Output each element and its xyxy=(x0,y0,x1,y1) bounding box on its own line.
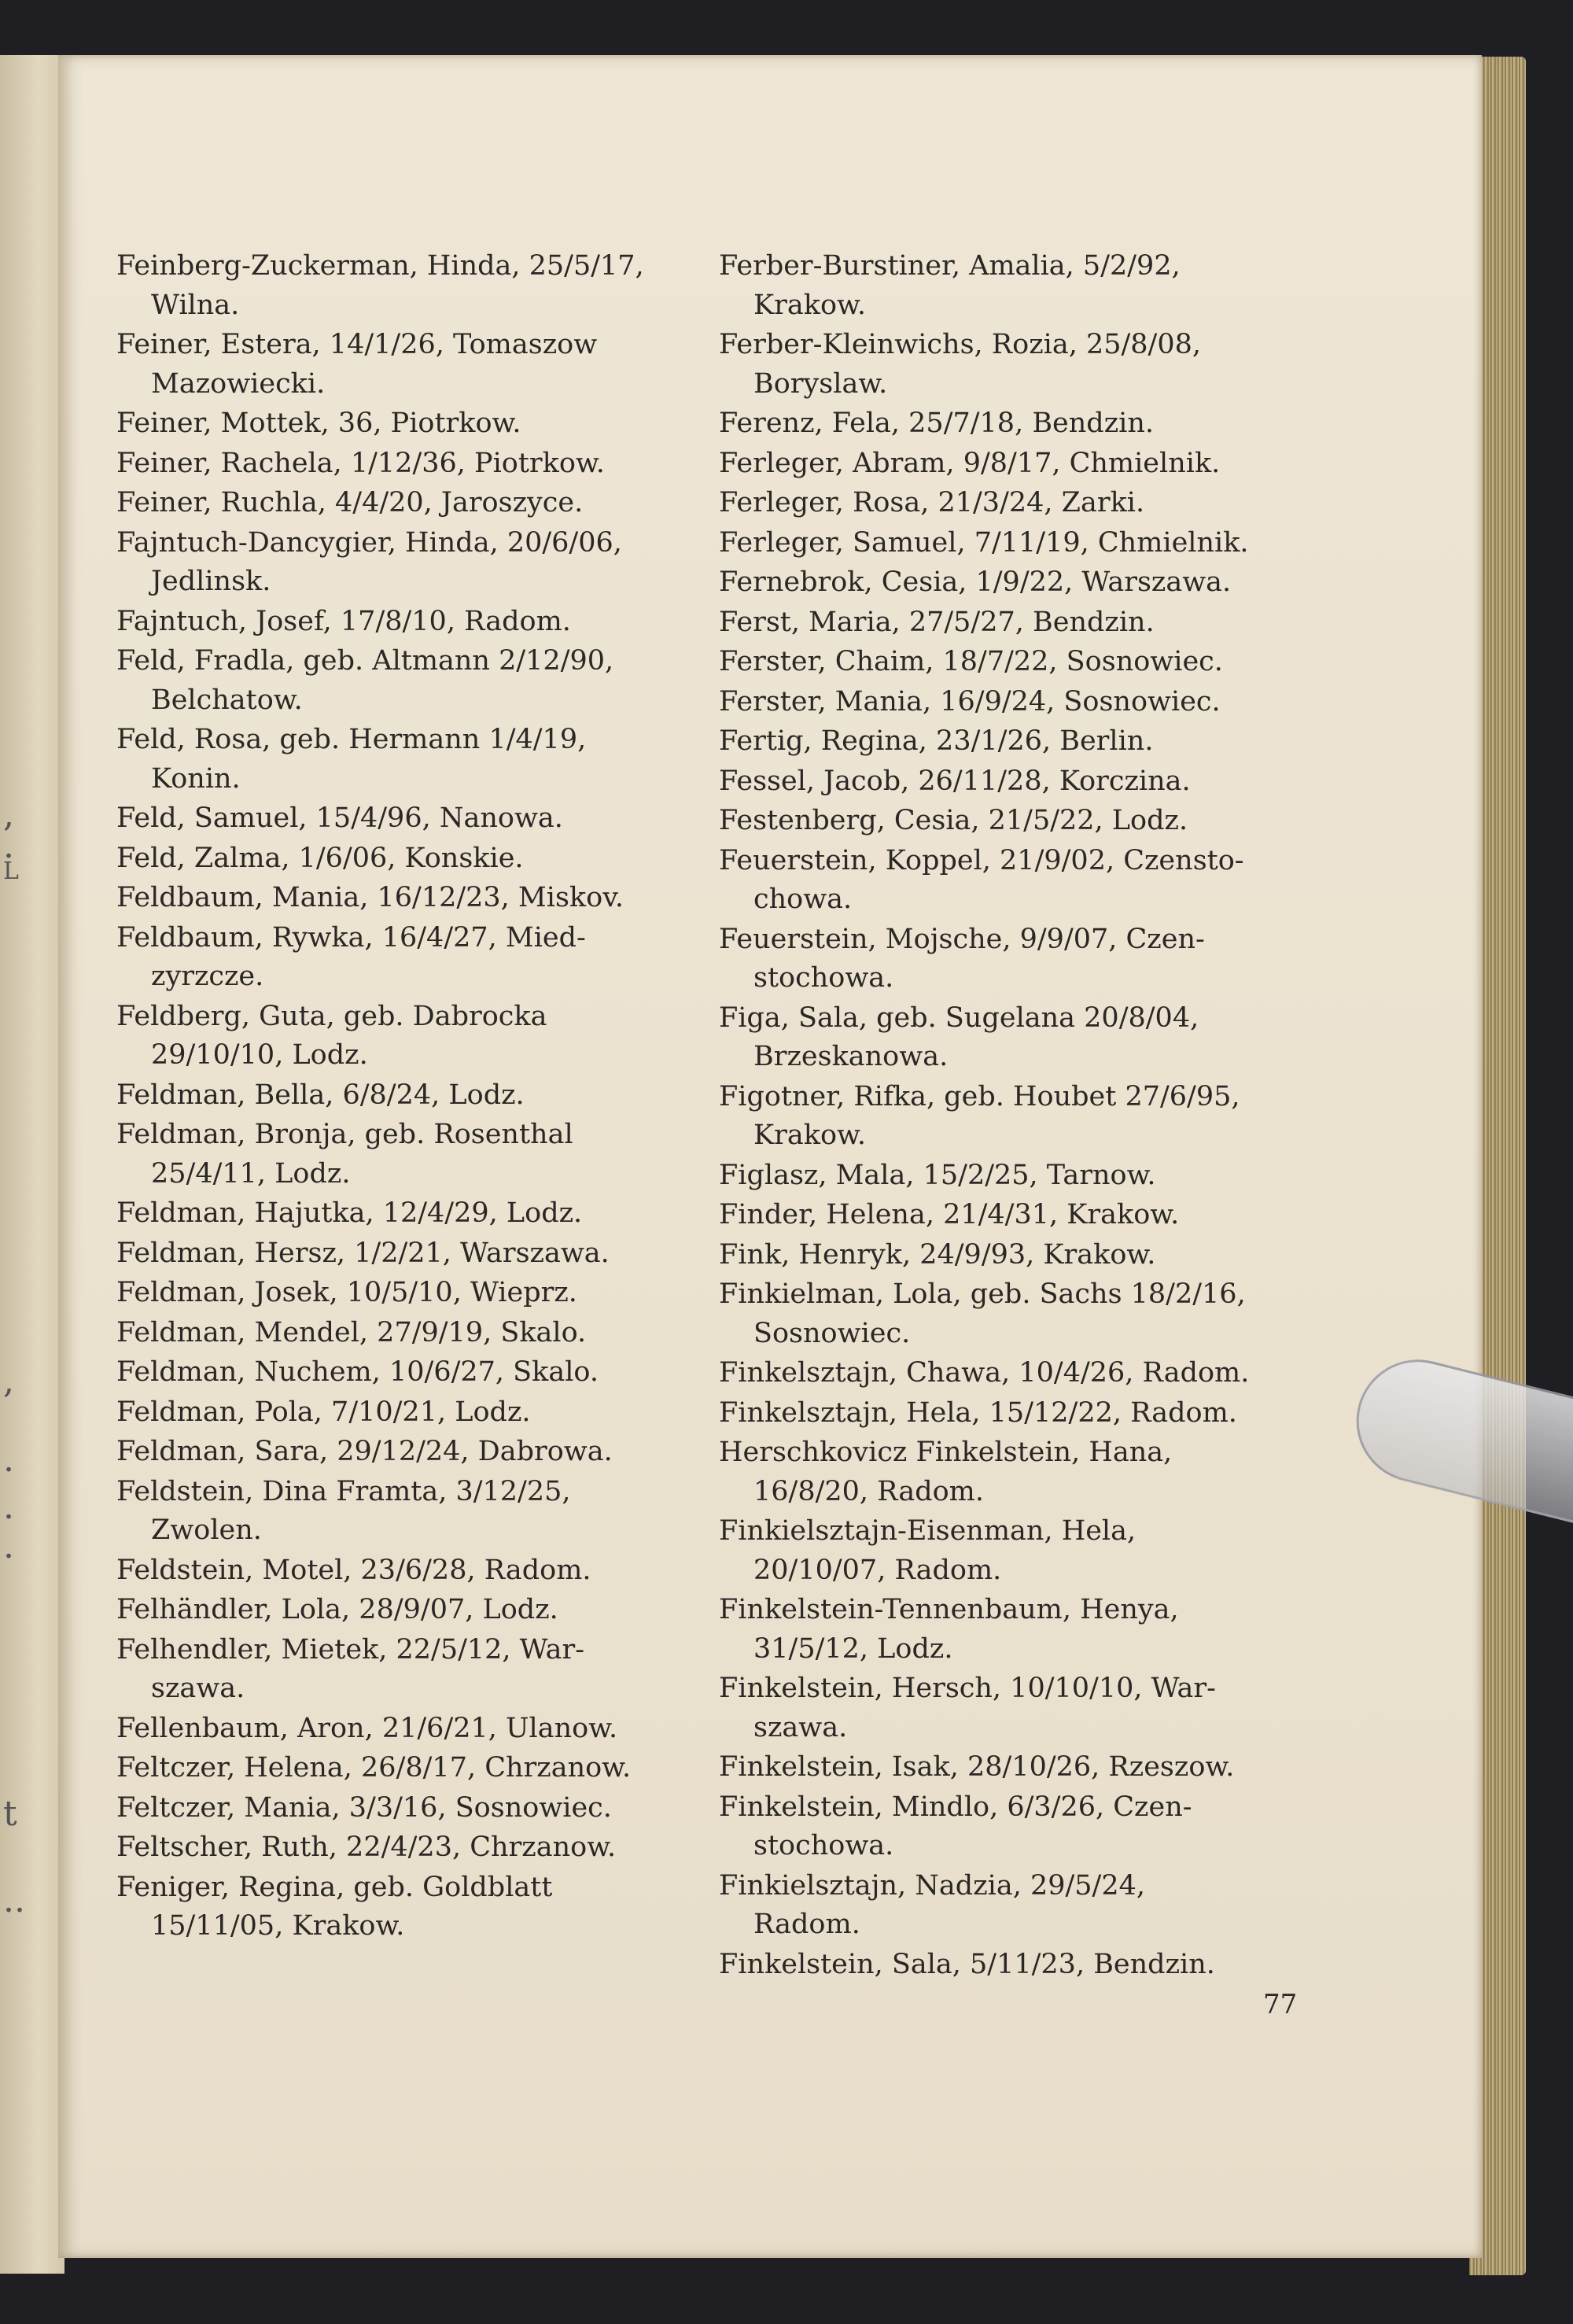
entry-line: Feldman, Bronja, geb. Rosenthal xyxy=(116,1119,573,1150)
list-item xyxy=(116,1433,691,1472)
list-item xyxy=(116,1868,691,1946)
entry-line: Fajntuch, Josef, 17/8/10, Radom. xyxy=(116,605,571,637)
entry-line: Feldbaum, Rywka, 16/4/27, Mied- xyxy=(116,921,586,954)
entry-line: Finkelstein, Hersch, 10/10/10, War- xyxy=(719,1673,1216,1704)
entry-line: Fink, Henryk, 24/9/93, Krakow. xyxy=(719,1238,1156,1271)
list-item xyxy=(116,1789,691,1828)
entry-continuation: Boryslaw. xyxy=(753,367,888,400)
list-item xyxy=(116,1234,691,1274)
entry-line: Finkielsztajn-Eisenman, Hela, xyxy=(719,1515,1136,1547)
list-item xyxy=(116,445,691,484)
entry-line: Figa, Sala, geb. Sugelana 20/8/04, xyxy=(719,1002,1199,1034)
entry-line: Finkelsztajn, Chawa, 10/4/26, Radom. xyxy=(719,1357,1250,1389)
list-item xyxy=(719,643,1293,682)
list-item xyxy=(719,1591,1293,1669)
list-item xyxy=(719,603,1293,643)
entry-line: Ferster, Mania, 16/9/24, Sosnowiec. xyxy=(719,685,1221,717)
page-number: 77 xyxy=(1263,1989,1298,2020)
entry-line: Feldman, Bella, 6/8/24, Lodz. xyxy=(116,1079,525,1111)
entry-line: Feltczer, Helena, 26/8/17, Chrzanow. xyxy=(116,1752,632,1784)
entry-line: Feuerstein, Mojsche, 9/9/07, Czen- xyxy=(719,923,1205,955)
list-item xyxy=(719,842,1293,920)
entry-continuation: Mazowiecki. xyxy=(151,367,326,400)
entry-line: Feiner, Estera, 14/1/26, Tomaszow xyxy=(116,329,598,360)
list-item xyxy=(719,920,1293,998)
list-item xyxy=(719,722,1293,762)
entry-continuation: stochowa. xyxy=(753,1830,894,1861)
entry-line: Feld, Rosa, geb. Hermann 1/4/19, xyxy=(116,724,587,755)
entry-continuation: zyrzcze. xyxy=(151,961,264,992)
entry-line: Ferst, Maria, 27/5/27, Bendzin. xyxy=(719,606,1155,638)
entry-continuation: Krakow. xyxy=(753,1120,866,1151)
list-item xyxy=(116,1274,691,1313)
entry-continuation: 20/10/07, Radom. xyxy=(753,1554,1002,1586)
entry-line: Feinberg-Zuckerman, Hinda, 25/5/17, xyxy=(116,250,644,282)
list-item xyxy=(719,1788,1293,1866)
entry-continuation: Jedlinsk. xyxy=(151,566,271,597)
entry-line: Ferleger, Rosa, 21/3/24, Zarki. xyxy=(719,487,1145,518)
entry-continuation: Wilna. xyxy=(151,289,240,321)
entry-continuation: Radom. xyxy=(753,1909,860,1940)
list-item xyxy=(116,1473,691,1551)
left-column xyxy=(116,247,691,1947)
entry-line: Ferleger, Abram, 9/8/17, Chmielnik. xyxy=(719,447,1221,479)
list-item xyxy=(719,802,1293,841)
list-item xyxy=(719,1946,1293,1985)
entry-line: Figlasz, Mala, 15/2/25, Tarnow. xyxy=(719,1159,1156,1191)
entry-line: Feldman, Mendel, 27/9/19, Skalo. xyxy=(116,1316,587,1348)
entry-line: Feldstein, Dina Framta, 3/12/25, xyxy=(116,1475,571,1507)
entry-line: Ferber-Burstiner, Amalia, 5/2/92, xyxy=(719,250,1181,282)
entry-line: Finkelstein, Sala, 5/11/23, Bendzin. xyxy=(719,1948,1215,1980)
entry-line: Feldberg, Guta, geb. Dabrocka xyxy=(116,1000,547,1032)
entry-continuation: chowa. xyxy=(753,883,853,915)
entry-line: Feld, Samuel, 15/4/96, Nanowa. xyxy=(116,802,563,834)
entry-line: Finder, Helena, 21/4/31, Krakow. xyxy=(719,1199,1180,1230)
list-item xyxy=(116,1710,691,1749)
entry-line: Fertig, Regina, 23/1/26, Berlin. xyxy=(719,725,1154,757)
list-item xyxy=(116,326,691,404)
list-item xyxy=(116,919,691,997)
list-item xyxy=(116,998,691,1075)
list-item xyxy=(116,603,691,642)
list-item xyxy=(116,1116,691,1193)
list-item xyxy=(719,445,1293,484)
list-item xyxy=(719,1354,1293,1393)
list-item xyxy=(719,1669,1293,1747)
entry-line: Feiner, Rachela, 1/12/36, Piotrkow. xyxy=(116,447,605,479)
list-item xyxy=(116,1828,691,1868)
entry-line: Feniger, Regina, geb. Goldblatt xyxy=(116,1871,553,1903)
entry-line: Ferleger, Samuel, 7/11/19, Chmielnik. xyxy=(719,526,1249,559)
entry-line: Herschkovicz Finkelstein, Hana, xyxy=(719,1437,1173,1468)
list-item xyxy=(116,1314,691,1353)
list-item xyxy=(116,1551,691,1591)
entry-continuation: 31/5/12, Lodz. xyxy=(753,1632,953,1665)
list-item xyxy=(719,1748,1293,1787)
list-item xyxy=(719,563,1293,603)
list-item xyxy=(719,683,1293,722)
entry-line: Fajntuch-Dancygier, Hinda, 20/6/06, xyxy=(116,526,622,559)
list-item xyxy=(116,1393,691,1433)
list-item xyxy=(719,484,1293,523)
entry-line: Finkelsztajn, Hela, 15/12/22, Radom. xyxy=(719,1396,1237,1429)
entry-line: Feld, Fradla, geb. Altmann 2/12/90, xyxy=(116,645,614,677)
entry-continuation: 16/8/20, Radom. xyxy=(753,1475,984,1507)
list-item xyxy=(719,1275,1293,1353)
entry-line: Felhändler, Lola, 28/9/07, Lodz. xyxy=(116,1594,558,1625)
margin-mark: . xyxy=(3,1440,14,1480)
list-item xyxy=(116,642,691,720)
entry-line: Feldbaum, Mania, 16/12/23, Miskov. xyxy=(116,882,624,913)
list-item xyxy=(116,1749,691,1788)
entry-line: Finkelstein, Isak, 28/10/26, Rzeszow. xyxy=(719,1751,1235,1783)
list-item xyxy=(116,1631,691,1709)
margin-mark: . xyxy=(3,826,14,866)
list-item xyxy=(719,1433,1293,1511)
list-item xyxy=(116,879,691,918)
list-item xyxy=(116,404,691,444)
entry-line: Fessel, Jacob, 26/11/28, Korczina. xyxy=(719,765,1191,797)
list-item xyxy=(116,524,691,602)
entry-line: Feiner, Mottek, 36, Piotrkow. xyxy=(116,408,521,439)
entry-continuation: 15/11/05, Krakow. xyxy=(151,1910,405,1942)
list-item xyxy=(116,839,691,879)
margin-mark: . xyxy=(3,1526,14,1566)
entry-continuation: szawa. xyxy=(151,1673,245,1704)
entry-continuation: szawa. xyxy=(753,1711,848,1743)
list-item xyxy=(719,524,1293,563)
entry-continuation: 29/10/10, Lodz. xyxy=(151,1039,368,1071)
entry-continuation: Belchatow. xyxy=(151,684,303,716)
list-item xyxy=(719,1512,1293,1590)
entry-line: Fernebrok, Cesia, 1/9/22, Warszawa. xyxy=(719,566,1232,598)
list-item xyxy=(116,1591,691,1630)
list-item xyxy=(719,999,1293,1077)
list-item xyxy=(719,1236,1293,1275)
entry-line: Feldman, Hersz, 1/2/21, Warszawa. xyxy=(116,1237,610,1269)
entry-continuation: Brzeskanowa. xyxy=(753,1041,949,1072)
entry-line: Feldman, Josek, 10/5/10, Wieprz. xyxy=(116,1277,577,1308)
list-item xyxy=(116,1076,691,1116)
entry-line: Ferster, Chaim, 18/7/22, Sosnowiec. xyxy=(719,646,1223,677)
list-item xyxy=(116,799,691,839)
list-item xyxy=(719,1156,1293,1196)
entry-continuation: Zwolen. xyxy=(151,1514,262,1546)
margin-mark: L xyxy=(3,858,19,885)
entry-line: Feiner, Ruchla, 4/4/20, Jaroszyce. xyxy=(116,487,584,518)
entry-line: Feld, Zalma, 1/6/06, Konskie. xyxy=(116,842,524,874)
list-item xyxy=(719,1078,1293,1156)
list-item xyxy=(116,484,691,523)
entry-line: Felhendler, Mietek, 22/5/12, War- xyxy=(116,1633,585,1666)
margin-mark: . xyxy=(3,1487,14,1527)
list-item xyxy=(719,762,1293,802)
entry-line: Feltczer, Mania, 3/3/16, Sosnowiec. xyxy=(116,1791,612,1824)
list-item xyxy=(719,247,1293,325)
margin-mark: , xyxy=(3,795,14,835)
list-item xyxy=(719,1196,1293,1235)
entry-line: Feldman, Hajutka, 12/4/29, Lodz. xyxy=(116,1197,583,1229)
entry-line: Feldman, Nuchem, 10/6/27, Skalo. xyxy=(116,1356,599,1388)
entry-line: Feuerstein, Koppel, 21/9/02, Czensto- xyxy=(719,844,1244,876)
entry-continuation: stochowa. xyxy=(753,962,894,994)
entry-line: Finkielman, Lola, geb. Sachs 18/2/16, xyxy=(719,1278,1246,1310)
entry-line: Festenberg, Cesia, 21/5/22, Lodz. xyxy=(719,805,1188,836)
entry-line: Feldman, Sara, 29/12/24, Dabrowa. xyxy=(116,1436,613,1467)
list-item xyxy=(719,1867,1293,1945)
entry-continuation: Konin. xyxy=(151,762,241,795)
entry-line: Finkelstein, Mindlo, 6/3/26, Czen- xyxy=(719,1791,1192,1823)
list-item xyxy=(719,404,1293,444)
list-item xyxy=(116,721,691,799)
entry-continuation: Krakow. xyxy=(753,289,866,321)
entry-line: Feldman, Pola, 7/10/21, Lodz. xyxy=(116,1396,531,1428)
entry-line: Fellenbaum, Aron, 21/6/21, Ulanow. xyxy=(116,1712,618,1744)
entry-line: Ferber-Kleinwichs, Rozia, 25/8/08, xyxy=(719,329,1202,360)
right-column xyxy=(719,247,1293,1985)
margin-mark: t xyxy=(3,1794,17,1834)
entry-line: Finkelstein-Tennenbaum, Henya, xyxy=(719,1594,1179,1625)
entry-line: Feldstein, Motel, 23/6/28, Radom. xyxy=(116,1554,591,1586)
entry-line: Feltscher, Ruth, 22/4/23, Chrzanow. xyxy=(116,1832,617,1863)
previous-page-edge xyxy=(0,55,64,2274)
margin-mark: , xyxy=(3,1361,14,1401)
margin-mark: .. xyxy=(3,1880,25,1920)
entry-continuation: 25/4/11, Lodz. xyxy=(151,1157,351,1190)
entry-continuation: Sosnowiec. xyxy=(753,1317,911,1349)
list-item xyxy=(116,1353,691,1393)
entry-line: Figotner, Rifka, geb. Houbet 27/6/95, xyxy=(719,1080,1240,1112)
list-item xyxy=(116,247,691,325)
list-item xyxy=(719,1394,1293,1433)
list-item xyxy=(719,326,1293,404)
entry-line: Ferenz, Fela, 25/7/18, Bendzin. xyxy=(719,408,1155,439)
list-item xyxy=(116,1194,691,1234)
entry-line: Finkielsztajn, Nadzia, 29/5/24, xyxy=(719,1869,1146,1902)
